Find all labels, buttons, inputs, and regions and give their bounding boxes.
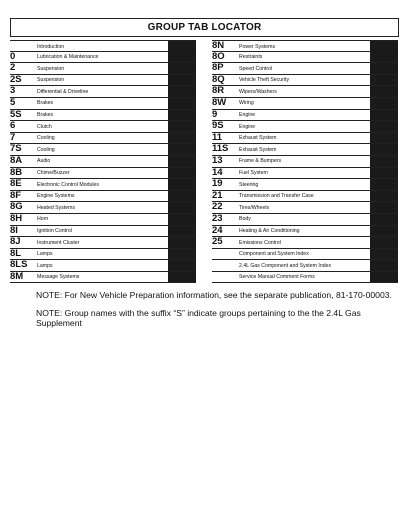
black-tab-marker <box>168 98 196 109</box>
black-tab-marker <box>370 41 398 52</box>
black-tab-marker <box>168 214 196 225</box>
group-code: 5 <box>10 96 16 108</box>
note-new-vehicle-preparation: NOTE: For New Vehicle Preparation information, see the separate publication, 81-170-00003. <box>36 290 392 300</box>
black-tab-marker <box>168 86 196 97</box>
tab-row[interactable] <box>212 110 398 122</box>
group-code: 24 <box>212 224 223 236</box>
black-tab-marker <box>370 98 398 109</box>
group-code: 7S <box>10 143 22 155</box>
black-tab-marker <box>370 75 398 86</box>
group-code: 3 <box>10 85 16 97</box>
group-label: Brakes <box>37 100 54 107</box>
tab-row[interactable] <box>212 52 398 64</box>
group-code: 8G <box>10 201 23 213</box>
tab-row[interactable] <box>212 133 398 145</box>
group-label: Cooling <box>37 146 55 153</box>
group-label: Fuel System <box>239 170 268 177</box>
tab-row[interactable] <box>10 121 196 133</box>
group-label: Wipers/Washers <box>239 88 277 95</box>
black-tab-marker <box>168 168 196 179</box>
black-tab-marker <box>168 249 196 260</box>
tab-row[interactable] <box>212 40 398 52</box>
black-tab-marker <box>370 168 398 179</box>
group-label: Steering <box>239 181 259 188</box>
black-tab-marker <box>370 202 398 213</box>
tab-row[interactable] <box>10 110 196 122</box>
group-code: 8A <box>10 154 23 166</box>
note-suffix-s: NOTE: Group names with the suffix “S” indicate groups pertaining to the the 2.4L Gas Supplement <box>36 308 361 328</box>
group-code: 8I <box>10 224 18 236</box>
group-label: Engine <box>239 123 256 130</box>
group-code: 9S <box>212 120 224 132</box>
black-tab-marker <box>168 237 196 248</box>
black-tab-marker <box>370 191 398 202</box>
tab-row[interactable] <box>212 156 398 168</box>
tab-row[interactable] <box>212 237 398 249</box>
black-tab-marker <box>370 249 398 260</box>
black-tab-marker <box>370 214 398 225</box>
tab-row[interactable] <box>10 272 196 284</box>
page-title: GROUP TAB LOCATOR <box>10 18 399 37</box>
group-label: Tires/Wheels <box>239 204 270 211</box>
group-label: Heating & Air Conditioning <box>239 228 300 234</box>
group-label: Power Systems <box>239 43 276 50</box>
tab-row[interactable] <box>212 98 398 110</box>
tab-row[interactable] <box>212 202 398 214</box>
group-code: 0 <box>10 50 16 62</box>
group-label: Exhaust System <box>239 135 277 142</box>
group-label: Cooling <box>37 135 55 142</box>
tab-row[interactable] <box>10 75 196 87</box>
right-tab-column <box>212 40 398 283</box>
tab-row[interactable] <box>10 237 196 249</box>
tab-row[interactable] <box>212 214 398 226</box>
tab-row[interactable] <box>10 86 196 98</box>
tab-row[interactable] <box>212 121 398 133</box>
group-code: 8H <box>10 212 23 224</box>
tab-row[interactable] <box>212 86 398 98</box>
black-tab-marker <box>370 226 398 237</box>
tab-row[interactable] <box>212 168 398 180</box>
group-label: Transmission and Transfer Case <box>239 193 314 200</box>
group-code: 6 <box>10 120 16 132</box>
group-label: Differential & Driveline <box>37 88 89 95</box>
group-label: Component and System Index <box>239 251 309 258</box>
group-label: Audio <box>37 158 51 165</box>
group-code: 2S <box>10 73 22 85</box>
group-code: 8L <box>10 247 22 259</box>
group-label: Clutch <box>37 123 52 130</box>
group-code: 9 <box>212 108 218 120</box>
group-code: 8W <box>212 96 227 108</box>
group-code: 8O <box>212 50 225 62</box>
black-tab-marker <box>370 52 398 63</box>
tab-row[interactable] <box>10 40 196 52</box>
tab-row[interactable] <box>212 144 398 156</box>
group-code: 8R <box>212 85 225 97</box>
group-code: 22 <box>212 201 223 213</box>
group-code: 19 <box>212 178 223 190</box>
tab-row[interactable] <box>10 144 196 156</box>
group-label: Introduction <box>37 43 65 50</box>
group-label: 2.4L Gas Component and System Index <box>239 262 332 269</box>
group-code: 8F <box>10 189 22 201</box>
tab-row[interactable] <box>10 226 196 238</box>
group-label: Lubrication & Maintenance <box>37 54 99 61</box>
black-tab-marker <box>168 121 196 132</box>
black-tab-marker <box>370 86 398 97</box>
black-tab-marker <box>168 260 196 271</box>
group-label: Engine Systems <box>37 193 75 200</box>
tab-row[interactable] <box>10 98 196 110</box>
group-code: 8Q <box>212 73 225 85</box>
group-code: 8B <box>10 166 23 178</box>
group-label: Lamps <box>37 262 53 269</box>
tab-row[interactable] <box>10 202 196 214</box>
group-code: 25 <box>212 236 223 248</box>
black-tab-marker <box>168 226 196 237</box>
group-label: Emissions Control <box>239 239 281 246</box>
black-tab-marker <box>370 121 398 132</box>
left-tab-column <box>10 40 196 283</box>
black-tab-marker <box>168 52 196 63</box>
group-label: Engine <box>239 112 256 119</box>
tab-row[interactable] <box>10 133 196 145</box>
group-code: 11S <box>212 143 229 155</box>
group-label: Restraints <box>239 54 263 61</box>
group-label: Suspension <box>37 65 65 72</box>
group-code: 8N <box>212 40 225 51</box>
black-tab-marker <box>370 260 398 271</box>
black-tab-marker <box>370 133 398 144</box>
black-tab-marker <box>370 237 398 248</box>
group-code: 13 <box>212 154 223 166</box>
group-code: 8E <box>10 178 22 190</box>
black-tab-marker <box>370 179 398 190</box>
black-tab-marker <box>370 63 398 74</box>
group-label: Speed Control <box>239 65 273 72</box>
group-label: Lamps <box>37 251 53 258</box>
group-code: 8P <box>212 62 224 74</box>
tab-row[interactable] <box>10 63 196 75</box>
tab-row[interactable] <box>10 156 196 168</box>
tab-row[interactable] <box>10 168 196 180</box>
black-tab-marker <box>168 202 196 213</box>
group-code: 7 <box>10 131 16 143</box>
black-tab-marker <box>168 63 196 74</box>
black-tab-marker <box>168 272 196 283</box>
tab-row[interactable] <box>10 52 196 64</box>
group-label: Electronic Control Modules <box>37 181 99 188</box>
tab-row[interactable] <box>212 260 398 272</box>
group-label: Message Systems <box>37 274 80 281</box>
black-tab-marker <box>370 156 398 167</box>
tab-row[interactable] <box>212 75 398 87</box>
group-label: Frame & Bumpers <box>239 158 282 165</box>
black-tab-marker <box>168 144 196 155</box>
group-label: Exhaust System <box>239 146 277 153</box>
group-code: 2 <box>10 62 16 74</box>
tab-row[interactable] <box>212 63 398 75</box>
black-tab-marker <box>168 75 196 86</box>
group-label: Horn <box>37 216 49 223</box>
group-code: 8J <box>10 236 21 248</box>
group-label: Brakes <box>37 112 54 119</box>
tab-row[interactable] <box>212 272 398 284</box>
tab-row[interactable] <box>212 226 398 238</box>
group-code: 21 <box>212 189 223 201</box>
tab-row[interactable] <box>10 249 196 261</box>
tab-row[interactable] <box>212 249 398 261</box>
black-tab-marker <box>370 110 398 121</box>
group-label: Instrument Cluster <box>37 239 80 246</box>
group-label: Suspension <box>37 77 65 84</box>
black-tab-marker <box>370 272 398 283</box>
black-tab-marker <box>168 41 196 52</box>
tab-row[interactable] <box>10 191 196 203</box>
tab-row[interactable] <box>10 214 196 226</box>
group-label: Service Manual Comment Forms <box>239 274 315 281</box>
group-code: 23 <box>212 212 223 224</box>
black-tab-marker <box>370 144 398 155</box>
group-code: 14 <box>212 166 223 178</box>
black-tab-marker <box>168 133 196 144</box>
group-code: 5S <box>10 108 22 120</box>
tab-row[interactable] <box>10 179 196 191</box>
notes-section <box>36 290 396 336</box>
tab-row[interactable] <box>212 191 398 203</box>
black-tab-marker <box>168 179 196 190</box>
group-label: Ignition Control <box>37 228 72 234</box>
black-tab-marker <box>168 156 196 167</box>
tab-row[interactable] <box>212 179 398 191</box>
group-label: Heated Systems <box>37 204 76 211</box>
group-code: 8M <box>10 270 24 282</box>
group-label: Chime/Buzzer <box>37 170 70 177</box>
group-label: Body <box>239 216 251 223</box>
group-label: Wiring <box>239 100 254 107</box>
black-tab-marker <box>168 110 196 121</box>
group-label: Vehicle Theft Security <box>239 77 290 84</box>
black-tab-marker <box>168 191 196 202</box>
group-code: 11 <box>212 131 223 143</box>
group-code: 8LS <box>10 259 28 271</box>
tab-row[interactable] <box>10 260 196 272</box>
